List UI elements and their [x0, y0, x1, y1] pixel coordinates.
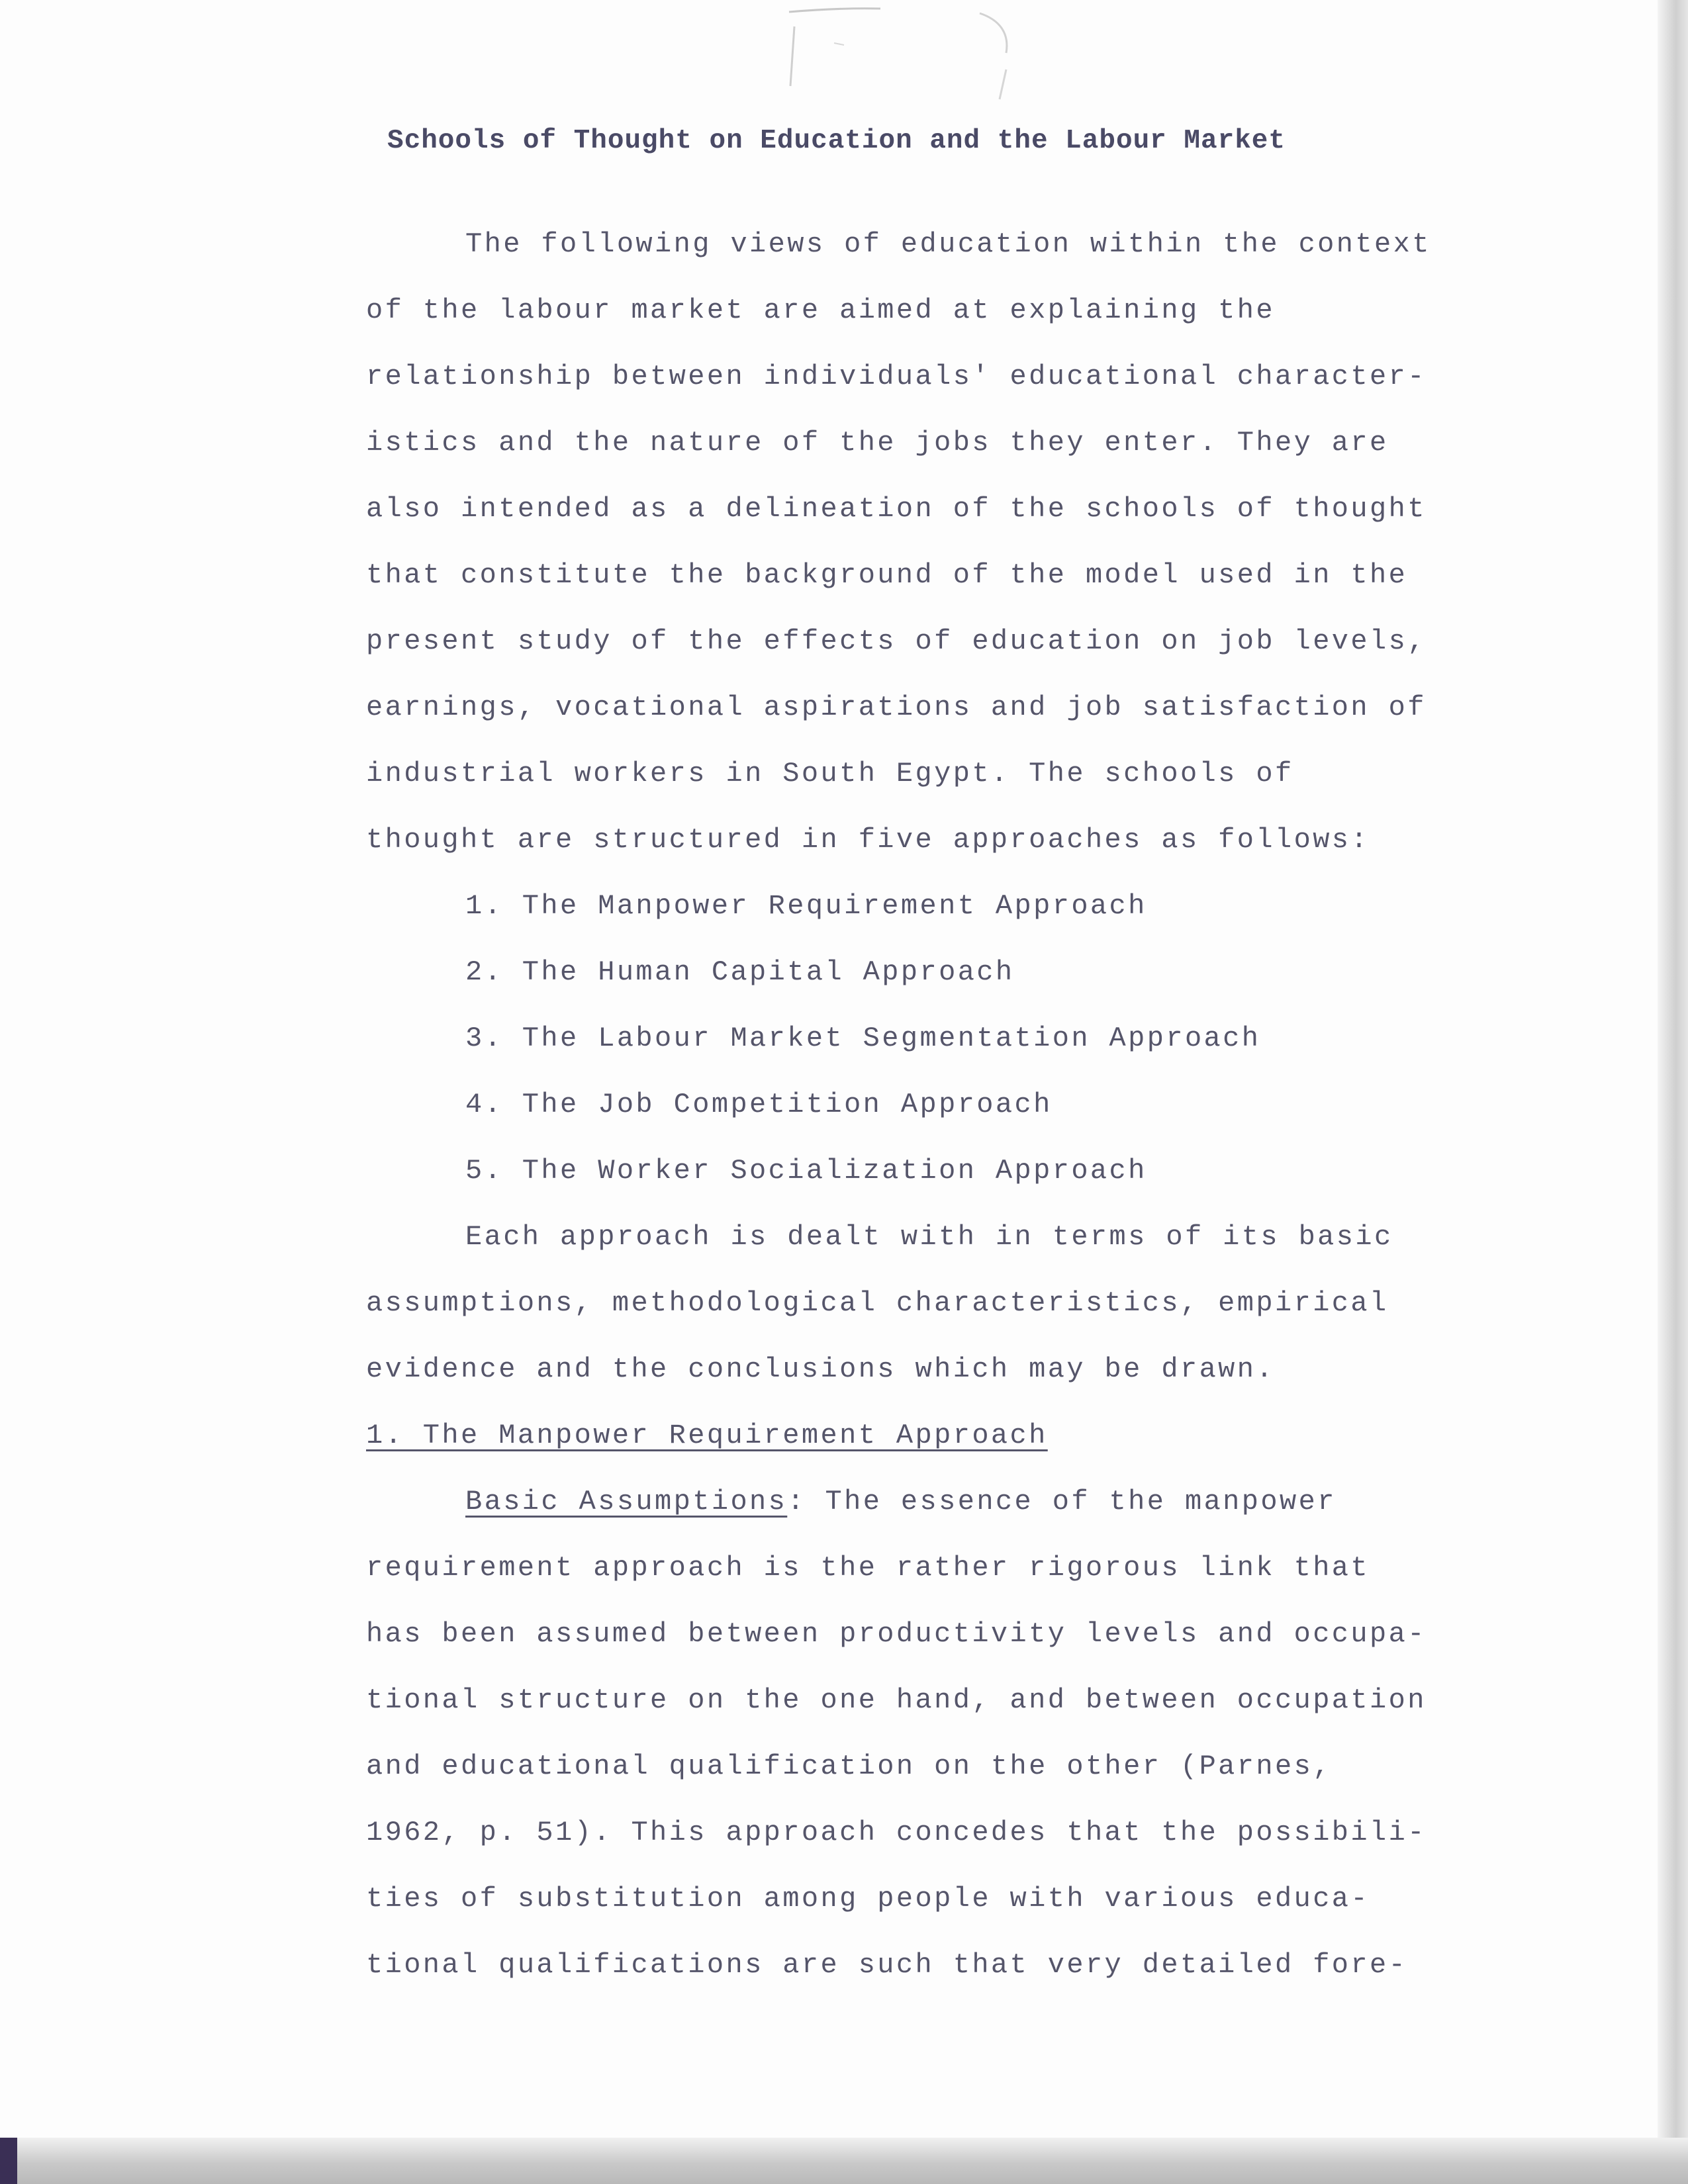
paragraph-line: also intended as a delineation of the schools of thought	[366, 493, 1427, 525]
approach-list-item: 3. The Labour Market Segmentation Approach	[465, 1023, 1261, 1054]
paragraph-line: that constitute the background of the model used in the	[366, 559, 1408, 591]
paragraph-line: of the labour market are aimed at explaining the	[366, 295, 1275, 326]
paragraph-line: thought are structured in five approaches as follows:	[366, 824, 1370, 856]
page-title: Schools of Thought on Education and the Labour Market	[387, 126, 1286, 156]
paragraph-line: istics and the nature of the jobs they enter. They are	[366, 427, 1389, 459]
scan-corner-mark	[0, 2138, 17, 2184]
basic-assumptions-label: Basic Assumptions	[465, 1486, 788, 1518]
paragraph-line: ties of substitution among people with various educa-	[366, 1883, 1370, 1915]
paragraph-line: present study of the effects of education on job levels,	[366, 625, 1427, 657]
paragraph-line: and educational qualification on the other (Parnes,	[366, 1751, 1332, 1782]
paragraph-line: tional structure on the one hand, and between occupation	[366, 1684, 1427, 1716]
scan-edge-shadow	[1658, 0, 1688, 2184]
approach-list-item: 1. The Manpower Requirement Approach	[465, 890, 1147, 922]
paragraph-line: requirement approach is the rather rigorous link that	[366, 1552, 1370, 1584]
paragraph-line: evidence and the conclusions which may be drawn.	[366, 1353, 1275, 1385]
paragraph-line: tional qualifications are such that very detailed fore-	[366, 1949, 1408, 1981]
paragraph-line: earnings, vocational aspirations and job satisfaction of	[366, 692, 1427, 723]
approach-list-item: 5. The Worker Socialization Approach	[465, 1155, 1147, 1187]
paragraph-line: 1962, p. 51). This approach concedes that the possibili-	[366, 1817, 1427, 1848]
basic-assumptions-text: : The essence of the manpower	[787, 1486, 1336, 1518]
approach-list-item: 2. The Human Capital Approach	[465, 956, 1015, 988]
paragraph-line: assumptions, methodological characteristics, empirical	[366, 1287, 1389, 1319]
approach-list-item: 4. The Job Competition Approach	[465, 1089, 1053, 1120]
section-heading: 1. The Manpower Requirement Approach	[366, 1420, 1048, 1451]
faint-stamp-mark	[781, 7, 1033, 106]
paragraph-line: The following views of education within the context	[465, 228, 1431, 260]
paragraph-line: industrial workers in South Egypt. The schools of	[366, 758, 1294, 790]
paragraph-line: has been assumed between productivity levels and occupa-	[366, 1618, 1427, 1650]
scan-bottom-edge	[0, 2138, 1688, 2184]
paragraph-line: Each approach is dealt with in terms of its basic	[465, 1221, 1393, 1253]
paragraph-line: relationship between individuals' educational character-	[366, 361, 1427, 392]
basic-assumptions-line	[465, 1486, 1336, 1518]
